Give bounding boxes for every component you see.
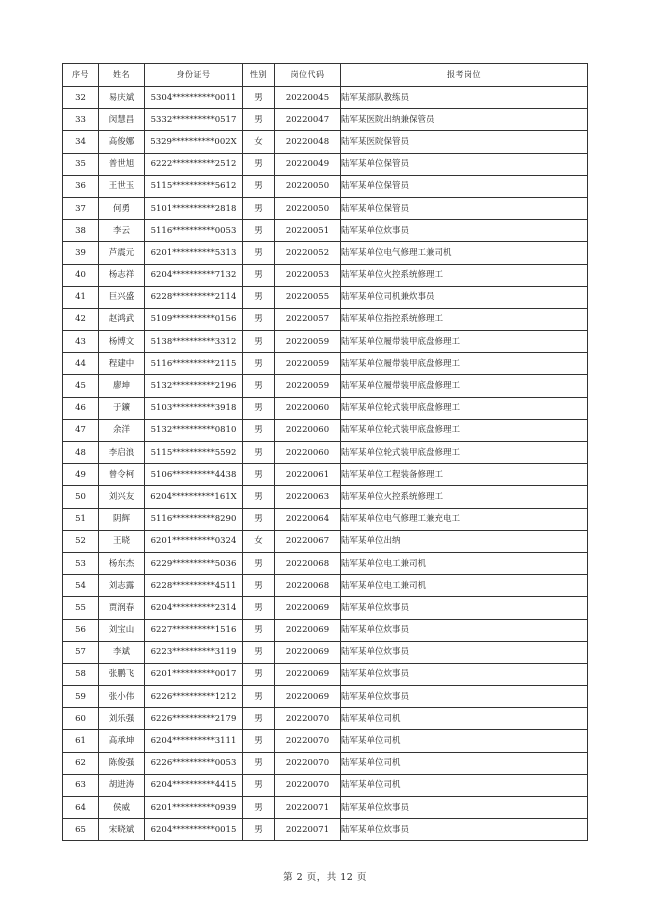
cell-id-number: 6201**********5313	[145, 242, 243, 264]
cell-post-code: 20220071	[275, 797, 341, 819]
cell-post-code: 20220071	[275, 819, 341, 841]
cell-applied-post: 陆军某单位电气修理工兼司机	[341, 242, 588, 264]
cell-id-number: 5304**********0011	[145, 87, 243, 109]
cell-applied-post: 陆军某单位炊事员	[341, 220, 588, 242]
cell-applied-post: 陆军某单位轮式装甲底盘修理工	[341, 397, 588, 419]
cell-gender: 男	[243, 641, 275, 663]
cell-serial-number: 34	[63, 131, 99, 153]
cell-name: 廖坤	[99, 375, 145, 397]
cell-post-code: 20220059	[275, 375, 341, 397]
cell-id-number: 6201**********0017	[145, 663, 243, 685]
cell-id-number: 6201**********0939	[145, 797, 243, 819]
cell-applied-post: 陆军某单位履带装甲底盘修理工	[341, 331, 588, 353]
cell-post-code: 20220060	[275, 419, 341, 441]
header-name: 姓名	[99, 64, 145, 87]
cell-gender: 男	[243, 397, 275, 419]
header-post-code: 岗位代码	[275, 64, 341, 87]
cell-post-code: 20220067	[275, 530, 341, 552]
cell-post-code: 20220045	[275, 87, 341, 109]
cell-serial-number: 35	[63, 153, 99, 175]
cell-serial-number: 40	[63, 264, 99, 286]
cell-gender: 女	[243, 530, 275, 552]
cell-serial-number: 59	[63, 686, 99, 708]
cell-serial-number: 43	[63, 331, 99, 353]
cell-post-code: 20220070	[275, 730, 341, 752]
cell-serial-number: 61	[63, 730, 99, 752]
cell-serial-number: 50	[63, 486, 99, 508]
cell-post-code: 20220069	[275, 619, 341, 641]
cell-name: 刘志露	[99, 575, 145, 597]
cell-serial-number: 37	[63, 197, 99, 219]
applicant-table	[62, 63, 588, 841]
table-row	[63, 508, 588, 530]
cell-post-code: 20220060	[275, 397, 341, 419]
table-row	[63, 331, 588, 353]
table-row	[63, 663, 588, 685]
cell-serial-number: 38	[63, 220, 99, 242]
table-row	[63, 375, 588, 397]
table-row	[63, 486, 588, 508]
cell-serial-number: 41	[63, 286, 99, 308]
cell-name: 赵鸿武	[99, 308, 145, 330]
cell-gender: 男	[243, 264, 275, 286]
cell-id-number: 5103**********3918	[145, 397, 243, 419]
cell-id-number: 5116**********8290	[145, 508, 243, 530]
table-row	[63, 353, 588, 375]
cell-name: 阴辉	[99, 508, 145, 530]
cell-gender: 男	[243, 197, 275, 219]
cell-id-number: 5116**********2115	[145, 353, 243, 375]
cell-serial-number: 58	[63, 663, 99, 685]
cell-applied-post: 陆军某单位炊事员	[341, 819, 588, 841]
cell-id-number: 6204**********3111	[145, 730, 243, 752]
table-row	[63, 530, 588, 552]
table-row	[63, 131, 588, 153]
cell-serial-number: 57	[63, 641, 99, 663]
cell-serial-number: 54	[63, 575, 99, 597]
cell-serial-number: 65	[63, 819, 99, 841]
cell-gender: 男	[243, 464, 275, 486]
table-row	[63, 286, 588, 308]
cell-id-number: 5132**********0810	[145, 419, 243, 441]
cell-serial-number: 53	[63, 552, 99, 574]
cell-name: 芦震元	[99, 242, 145, 264]
cell-id-number: 5115**********5592	[145, 442, 243, 464]
cell-name: 侯威	[99, 797, 145, 819]
cell-gender: 男	[243, 730, 275, 752]
cell-gender: 男	[243, 486, 275, 508]
cell-gender: 男	[243, 242, 275, 264]
cell-name: 何勇	[99, 197, 145, 219]
cell-applied-post: 陆军某单位电工兼司机	[341, 575, 588, 597]
cell-applied-post: 陆军某单位炊事员	[341, 641, 588, 663]
cell-applied-post: 陆军某单位指控系统修理工	[341, 308, 588, 330]
cell-id-number: 6226**********1212	[145, 686, 243, 708]
cell-gender: 男	[243, 819, 275, 841]
table-row	[63, 752, 588, 774]
cell-name: 张鹏飞	[99, 663, 145, 685]
cell-name: 程建中	[99, 353, 145, 375]
cell-post-code: 20220055	[275, 286, 341, 308]
cell-serial-number: 48	[63, 442, 99, 464]
cell-name: 贾润春	[99, 597, 145, 619]
cell-id-number: 6228**********2114	[145, 286, 243, 308]
cell-applied-post: 陆军某单位炊事员	[341, 619, 588, 641]
cell-post-code: 20220048	[275, 131, 341, 153]
table-row	[63, 774, 588, 796]
cell-post-code: 20220052	[275, 242, 341, 264]
cell-gender: 男	[243, 774, 275, 796]
cell-name: 李启浪	[99, 442, 145, 464]
cell-applied-post: 陆军某单位工程装备修理工	[341, 464, 588, 486]
table-row	[63, 242, 588, 264]
cell-id-number: 5101**********2818	[145, 197, 243, 219]
table-row	[63, 797, 588, 819]
table-row	[63, 597, 588, 619]
cell-id-number: 6204**********0015	[145, 819, 243, 841]
cell-gender: 男	[243, 153, 275, 175]
cell-gender: 男	[243, 597, 275, 619]
cell-applied-post: 陆军某单位火控系统修理工	[341, 264, 588, 286]
cell-serial-number: 52	[63, 530, 99, 552]
cell-serial-number: 36	[63, 175, 99, 197]
table-row	[63, 197, 588, 219]
cell-gender: 男	[243, 619, 275, 641]
cell-applied-post: 陆军某单位出纳	[341, 530, 588, 552]
cell-applied-post: 陆军某单位炊事员	[341, 797, 588, 819]
cell-name: 刘乐强	[99, 708, 145, 730]
cell-gender: 男	[243, 752, 275, 774]
cell-id-number: 5115**********5612	[145, 175, 243, 197]
cell-applied-post: 陆军某单位轮式装甲底盘修理工	[341, 419, 588, 441]
cell-post-code: 20220069	[275, 597, 341, 619]
cell-serial-number: 64	[63, 797, 99, 819]
cell-applied-post: 陆军某单位炊事员	[341, 597, 588, 619]
cell-serial-number: 33	[63, 109, 99, 131]
cell-id-number: 6204**********2314	[145, 597, 243, 619]
cell-gender: 男	[243, 331, 275, 353]
cell-applied-post: 陆军某单位保管员	[341, 175, 588, 197]
cell-gender: 男	[243, 308, 275, 330]
table-row	[63, 153, 588, 175]
cell-name: 胡进涛	[99, 774, 145, 796]
cell-serial-number: 47	[63, 419, 99, 441]
cell-serial-number: 46	[63, 397, 99, 419]
cell-name: 曾令柯	[99, 464, 145, 486]
cell-id-number: 5132**********2196	[145, 375, 243, 397]
cell-applied-post: 陆军某医院保管员	[341, 131, 588, 153]
header-id-number: 身份证号	[145, 64, 243, 87]
cell-applied-post: 陆军某单位履带装甲底盘修理工	[341, 375, 588, 397]
cell-gender: 男	[243, 419, 275, 441]
table-row	[63, 264, 588, 286]
table-row	[63, 397, 588, 419]
cell-gender: 男	[243, 442, 275, 464]
cell-post-code: 20220070	[275, 708, 341, 730]
cell-post-code: 20220057	[275, 308, 341, 330]
cell-applied-post: 陆军某单位火控系统修理工	[341, 486, 588, 508]
cell-post-code: 20220064	[275, 508, 341, 530]
cell-name: 刘兴友	[99, 486, 145, 508]
cell-name: 闵慧昌	[99, 109, 145, 131]
table-row	[63, 308, 588, 330]
table-row	[63, 220, 588, 242]
cell-name: 陈俊强	[99, 752, 145, 774]
cell-id-number: 5138**********3312	[145, 331, 243, 353]
cell-applied-post: 陆军某单位轮式装甲底盘修理工	[341, 442, 588, 464]
header-gender: 性别	[243, 64, 275, 87]
cell-post-code: 20220060	[275, 442, 341, 464]
cell-id-number: 6227**********1516	[145, 619, 243, 641]
cell-name: 余洋	[99, 419, 145, 441]
cell-post-code: 20220061	[275, 464, 341, 486]
cell-post-code: 20220069	[275, 641, 341, 663]
table-row	[63, 87, 588, 109]
cell-serial-number: 56	[63, 619, 99, 641]
table-row	[63, 619, 588, 641]
table-row	[63, 730, 588, 752]
cell-id-number: 5329**********002X	[145, 131, 243, 153]
cell-id-number: 6223**********3119	[145, 641, 243, 663]
cell-gender: 男	[243, 286, 275, 308]
cell-gender: 男	[243, 175, 275, 197]
cell-name: 张小伟	[99, 686, 145, 708]
cell-gender: 男	[243, 375, 275, 397]
cell-applied-post: 陆军某单位司机	[341, 774, 588, 796]
cell-applied-post: 陆军某单位司机	[341, 730, 588, 752]
table-row	[63, 708, 588, 730]
cell-id-number: 6228**********4511	[145, 575, 243, 597]
cell-id-number: 6204**********161X	[145, 486, 243, 508]
cell-gender: 男	[243, 552, 275, 574]
cell-serial-number: 32	[63, 87, 99, 109]
table-row	[63, 419, 588, 441]
cell-serial-number: 63	[63, 774, 99, 796]
cell-post-code: 20220049	[275, 153, 341, 175]
cell-gender: 男	[243, 686, 275, 708]
cell-id-number: 6229**********5036	[145, 552, 243, 574]
cell-applied-post: 陆军某单位履带装甲底盘修理工	[341, 353, 588, 375]
cell-name: 高俊娜	[99, 131, 145, 153]
cell-applied-post: 陆军某单位保管员	[341, 197, 588, 219]
cell-serial-number: 39	[63, 242, 99, 264]
cell-serial-number: 55	[63, 597, 99, 619]
cell-id-number: 6204**********4415	[145, 774, 243, 796]
cell-serial-number: 49	[63, 464, 99, 486]
cell-serial-number: 45	[63, 375, 99, 397]
cell-applied-post: 陆军某单位电工兼司机	[341, 552, 588, 574]
cell-applied-post: 陆军某单位保管员	[341, 153, 588, 175]
page-number-footer: 第 2 页，共 12 页	[283, 872, 367, 883]
cell-post-code: 20220063	[275, 486, 341, 508]
cell-post-code: 20220068	[275, 575, 341, 597]
table-row	[63, 686, 588, 708]
table-row	[63, 442, 588, 464]
cell-post-code: 20220047	[275, 109, 341, 131]
cell-gender: 男	[243, 353, 275, 375]
table-row	[63, 819, 588, 841]
cell-gender: 男	[243, 708, 275, 730]
table-row	[63, 641, 588, 663]
cell-name: 杨志祥	[99, 264, 145, 286]
table-header-row	[63, 64, 588, 87]
cell-applied-post: 陆军某医院出纳兼保管员	[341, 109, 588, 131]
cell-name: 李斌	[99, 641, 145, 663]
cell-serial-number: 42	[63, 308, 99, 330]
cell-gender: 男	[243, 508, 275, 530]
cell-post-code: 20220059	[275, 353, 341, 375]
cell-serial-number: 51	[63, 508, 99, 530]
cell-post-code: 20220059	[275, 331, 341, 353]
cell-id-number: 6201**********0324	[145, 530, 243, 552]
cell-name: 李云	[99, 220, 145, 242]
cell-applied-post: 陆军某单位炊事员	[341, 686, 588, 708]
header-applied-post: 报考岗位	[341, 64, 588, 87]
cell-applied-post: 陆军某单位司机	[341, 708, 588, 730]
cell-name: 王晓	[99, 530, 145, 552]
cell-gender: 男	[243, 663, 275, 685]
cell-gender: 男	[243, 87, 275, 109]
table-row	[63, 552, 588, 574]
cell-serial-number: 60	[63, 708, 99, 730]
cell-applied-post: 陆军某单位炊事员	[341, 663, 588, 685]
cell-gender: 男	[243, 220, 275, 242]
table-row	[63, 175, 588, 197]
cell-serial-number: 44	[63, 353, 99, 375]
cell-name: 高承坤	[99, 730, 145, 752]
cell-id-number: 6204**********7132	[145, 264, 243, 286]
cell-gender: 男	[243, 797, 275, 819]
cell-post-code: 20220070	[275, 774, 341, 796]
cell-post-code: 20220069	[275, 663, 341, 685]
cell-name: 普世旭	[99, 153, 145, 175]
cell-name: 刘宝山	[99, 619, 145, 641]
cell-post-code: 20220069	[275, 686, 341, 708]
cell-post-code: 20220050	[275, 197, 341, 219]
cell-post-code: 20220068	[275, 552, 341, 574]
cell-gender: 男	[243, 575, 275, 597]
cell-applied-post: 陆军某单位电气修理工兼充电工	[341, 508, 588, 530]
cell-applied-post: 陆军某部队教练员	[341, 87, 588, 109]
cell-name: 易庆斌	[99, 87, 145, 109]
cell-applied-post: 陆军某单位司机兼炊事员	[341, 286, 588, 308]
cell-id-number: 5109**********0156	[145, 308, 243, 330]
cell-id-number: 6226**********0053	[145, 752, 243, 774]
table-row	[63, 464, 588, 486]
cell-post-code: 20220051	[275, 220, 341, 242]
cell-id-number: 5116**********0053	[145, 220, 243, 242]
cell-id-number: 5106**********4438	[145, 464, 243, 486]
cell-gender: 女	[243, 131, 275, 153]
cell-name: 于鑛	[99, 397, 145, 419]
cell-serial-number: 62	[63, 752, 99, 774]
cell-name: 杨东杰	[99, 552, 145, 574]
cell-name: 杨博文	[99, 331, 145, 353]
cell-gender: 男	[243, 109, 275, 131]
cell-name: 宋晓斌	[99, 819, 145, 841]
cell-id-number: 6226**********2179	[145, 708, 243, 730]
cell-name: 王世玉	[99, 175, 145, 197]
cell-name: 巨兴盛	[99, 286, 145, 308]
cell-post-code: 20220070	[275, 752, 341, 774]
cell-id-number: 6222**********2512	[145, 153, 243, 175]
cell-post-code: 20220050	[275, 175, 341, 197]
table-row	[63, 575, 588, 597]
table-row	[63, 109, 588, 131]
cell-applied-post: 陆军某单位司机	[341, 752, 588, 774]
cell-id-number: 5332**********0517	[145, 109, 243, 131]
table-body	[63, 87, 588, 841]
header-serial-number: 序号	[63, 64, 99, 87]
cell-post-code: 20220053	[275, 264, 341, 286]
